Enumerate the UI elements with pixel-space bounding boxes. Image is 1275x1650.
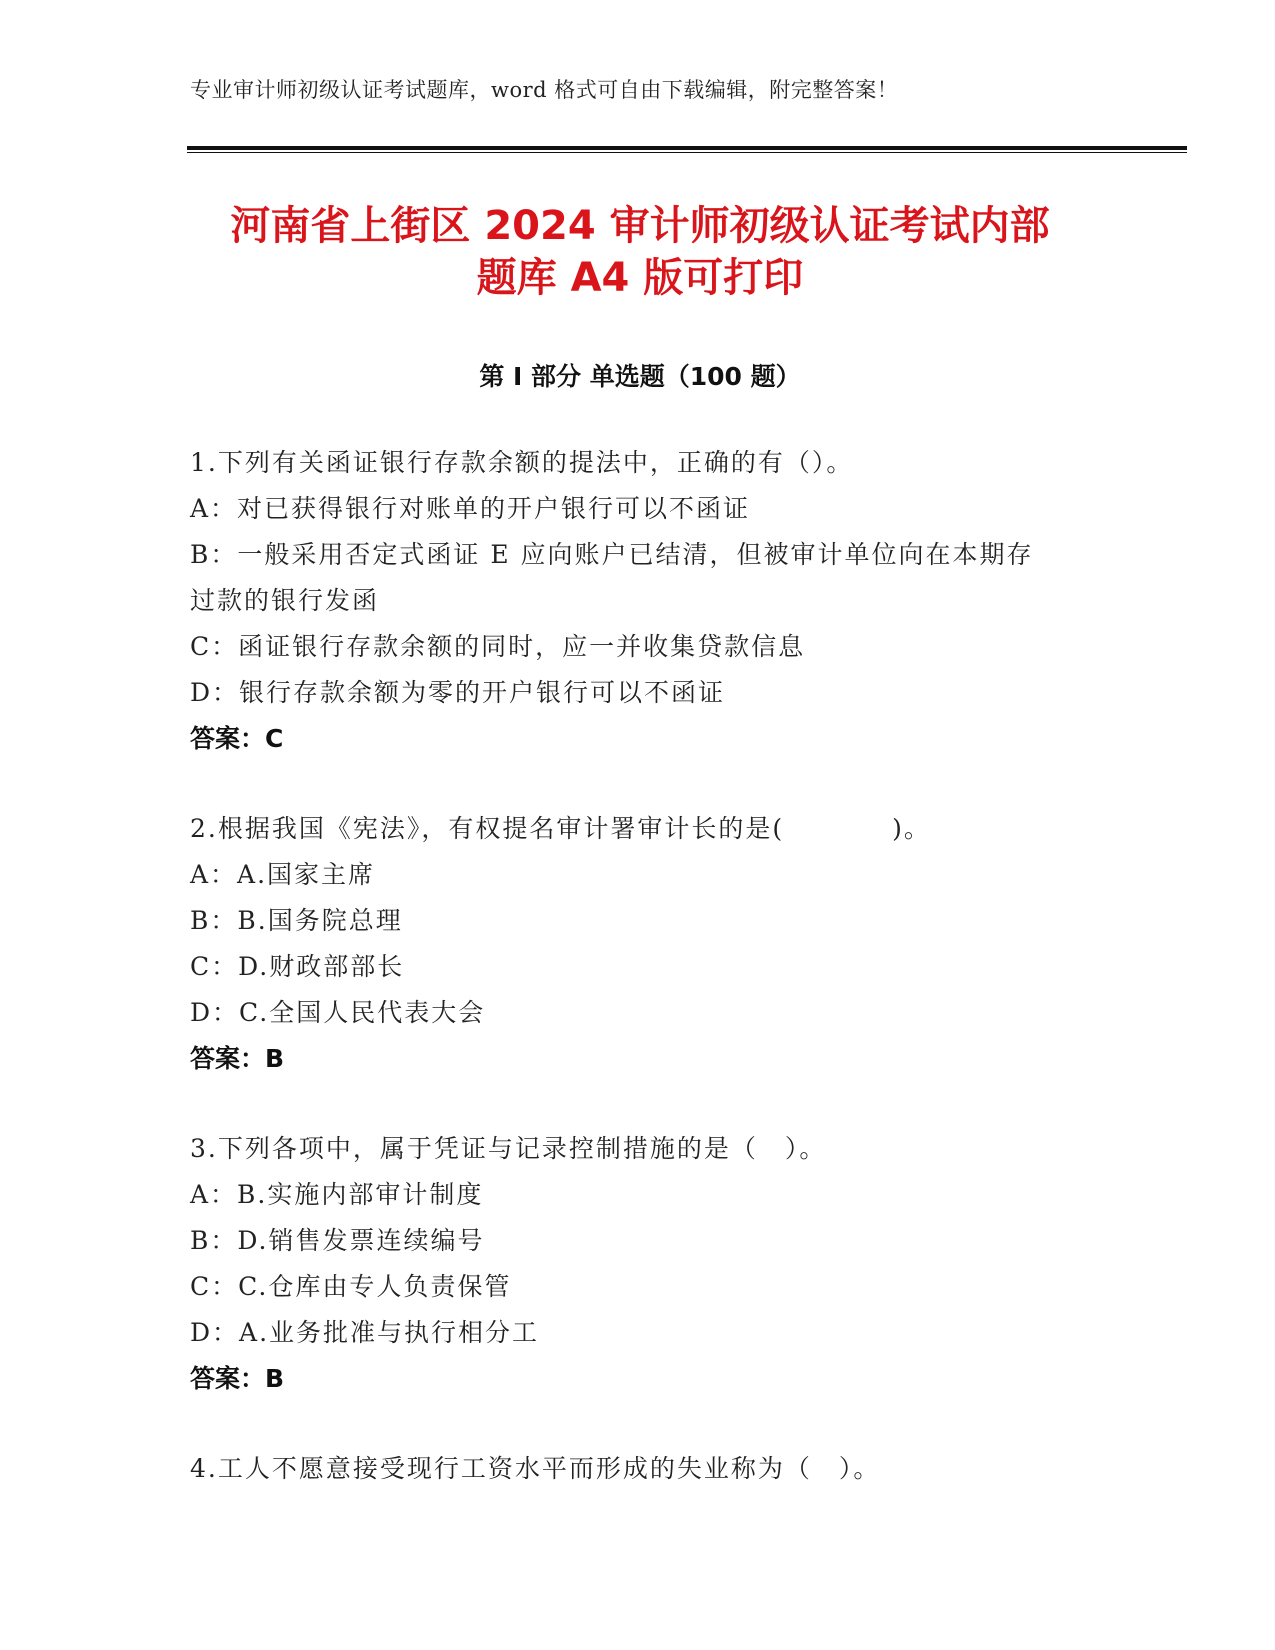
- option-d: D：C.全国人民代表大会: [190, 998, 486, 1027]
- answer-label: 答案：B: [190, 1364, 285, 1393]
- header-rule-thick: [187, 146, 1187, 150]
- document-title: [140, 200, 1140, 304]
- option-d: D：A.业务批准与执行相分工: [190, 1318, 540, 1347]
- option-c: C：C.仓库由专人负责保管: [190, 1272, 512, 1301]
- option-b-continued: 过款的银行发函: [190, 586, 380, 615]
- page-header-text: 专业审计师初级认证考试题库，word 格式可自由下载编辑，附完整答案！: [190, 78, 899, 102]
- option-a: A：A.国家主席: [190, 860, 376, 889]
- option-d: D：银行存款余额为零的开户银行可以不函证: [190, 678, 726, 707]
- question-stem: 2.根据我国《宪法》，有权提名审计署审计长的是( )。: [190, 814, 931, 843]
- question-3: [190, 1126, 1090, 1402]
- question-stem: 1.下列有关函证银行存款余额的提法中，正确的有（）。: [190, 448, 854, 477]
- section-title: 第 I 部分 单选题（100 题）: [479, 362, 801, 391]
- document-title-line-1: 河南省上街区 2024 审计师初级认证考试内部: [230, 203, 1050, 249]
- option-c: C：D.财政部部长: [190, 952, 405, 981]
- question-2: [190, 806, 1090, 1082]
- option-b: B：一般采用否定式函证 E 应向账户已结清，但被审计单位向在本期存: [190, 540, 1034, 569]
- option-a: A：B.实施内部审计制度: [190, 1180, 484, 1209]
- document-title-line-2: 题库 A4 版可打印: [476, 255, 804, 301]
- question-4: [190, 1446, 1090, 1492]
- question-stem: 4.工人不愿意接受现行工资水平而形成的失业称为（ ）。: [190, 1454, 881, 1483]
- question-stem: 3.下列各项中，属于凭证与记录控制措施的是（ ）。: [190, 1134, 827, 1163]
- option-c: C：函证银行存款余额的同时，应一并收集贷款信息: [190, 632, 806, 661]
- option-b: B：B.国务院总理: [190, 906, 403, 935]
- question-1: [190, 440, 1090, 762]
- answer-label: 答案：B: [190, 1044, 285, 1073]
- option-b: B：D.销售发票连续编号: [190, 1226, 485, 1255]
- option-a: A：对已获得银行对账单的开户银行可以不函证: [190, 494, 751, 523]
- header-rule-thin: [187, 152, 1187, 153]
- question-list: [190, 440, 1090, 1536]
- answer-label: 答案：C: [190, 724, 284, 753]
